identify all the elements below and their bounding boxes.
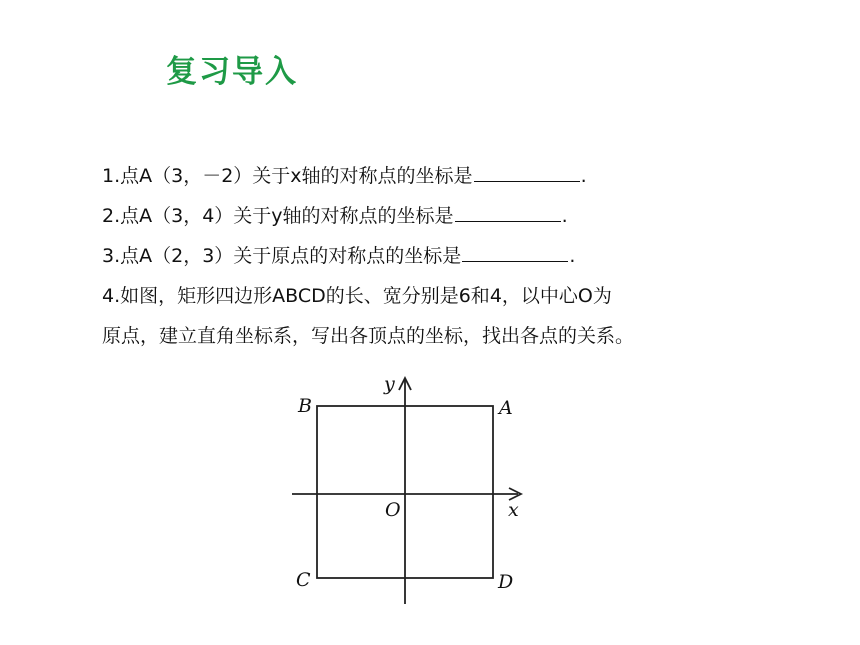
label-a: A: [499, 397, 513, 419]
question-2-suffix: .: [561, 205, 568, 227]
question-4-text-line-2: 原点，建立直角坐标系，写出各顶点的坐标，找出各点的关系。: [102, 325, 635, 347]
question-1-text: 1.点A（3，－2）关于x轴的对称点的坐标是: [102, 165, 473, 187]
question-2-text: 2.点A（3，4）关于y轴的对称点的坐标是: [102, 205, 454, 227]
question-1: [102, 158, 822, 198]
question-3-text: 3.点A（2，3）关于原点的对称点的坐标是: [102, 245, 462, 267]
label-o: O: [385, 499, 401, 521]
label-d: D: [498, 571, 514, 593]
question-3-suffix: .: [569, 245, 576, 267]
answer-blank-3: [462, 239, 568, 262]
answer-blank-2: [455, 199, 561, 222]
question-list: [102, 158, 822, 358]
page-title: 复习导入: [166, 54, 298, 90]
answer-blank-1: [474, 159, 580, 182]
question-3: [102, 238, 822, 278]
label-c: C: [296, 569, 311, 591]
question-4-line-2: [102, 318, 822, 358]
question-4-line-1: [102, 278, 822, 318]
label-y: y: [384, 373, 395, 395]
question-1-suffix: .: [580, 165, 587, 187]
label-x: x: [508, 499, 519, 521]
label-b: B: [298, 395, 312, 417]
question-2: [102, 198, 822, 238]
rectangle-coordinate-figure: [290, 372, 540, 612]
question-4-text-line-1: 4.如图，矩形四边形ABCD的长、宽分别是6和4，以中心O为: [102, 285, 612, 307]
